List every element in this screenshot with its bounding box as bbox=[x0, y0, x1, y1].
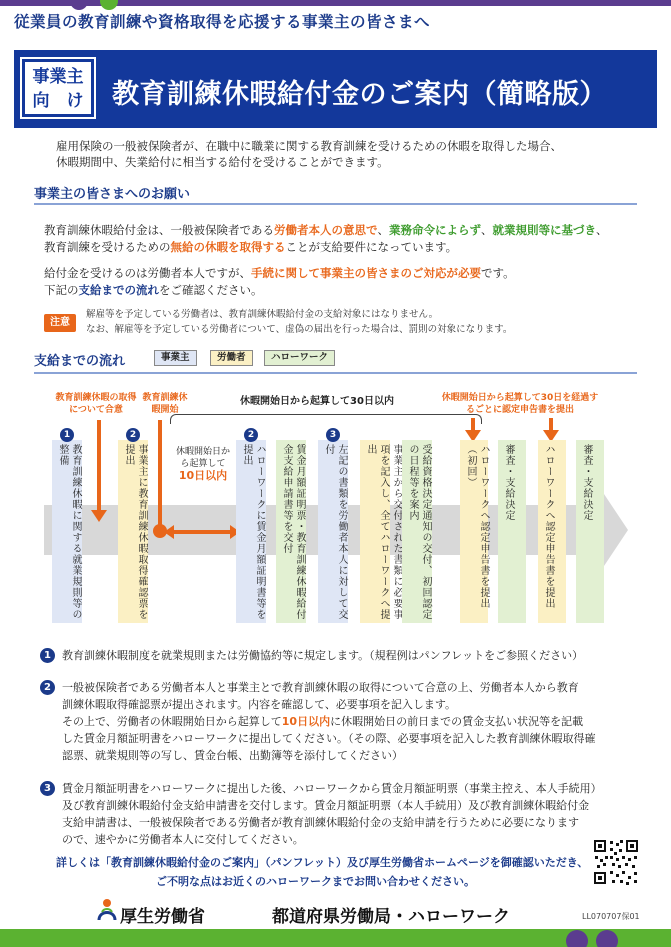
flow-step-text: 審査・支給決定 bbox=[503, 444, 514, 521]
text: 下記の bbox=[44, 283, 79, 297]
ten-day-arrow bbox=[168, 530, 234, 534]
section-divider bbox=[34, 203, 637, 205]
highlight: 業務命令によらず bbox=[389, 223, 481, 237]
detail-line: 支給申請書は、一般被保険者である労働者が教育訓練休暇給付金の支給申請を行うために必要になります bbox=[62, 816, 579, 829]
flow-step-text: 審査・支給決定 bbox=[581, 444, 592, 521]
legend-employer: 事業主 bbox=[154, 350, 197, 366]
section-divider bbox=[34, 372, 637, 374]
request-paragraph-1 bbox=[44, 222, 634, 256]
text: 給付金を受けるのは労働者本人ですが、 bbox=[44, 266, 251, 280]
text: に休暇開始日の前日までの賃金支払い状況等を記載 bbox=[330, 715, 584, 728]
text: その上で、労働者の休暇開始日から起算して bbox=[62, 715, 282, 728]
detail-line: 一般被保険者である労働者本人と事業主とで教育訓練休暇の取得について合意の上、労働者本人から教育 bbox=[62, 681, 579, 694]
text: ことが支給要件になっています。 bbox=[285, 240, 458, 254]
audience-tag-line1: 事業主 bbox=[32, 67, 84, 87]
highlight: 10日以内 bbox=[281, 715, 331, 728]
request-heading: 事業主の皆さまへのお願い bbox=[34, 187, 191, 202]
title-banner bbox=[14, 50, 657, 128]
detail-number: 2 bbox=[40, 680, 55, 695]
arrow-line bbox=[158, 420, 162, 526]
audience-tag bbox=[22, 59, 94, 117]
document-code: LL070707保01 bbox=[582, 912, 640, 921]
decorative-dot bbox=[100, 0, 118, 10]
ministry-name: 厚生労働省 bbox=[120, 907, 205, 927]
page-title: 教育訓練休暇給付金のご案内（簡略版） bbox=[112, 79, 607, 110]
detail-item-1: 教育訓練休暇制度を就業規則または労働協約等に規定します。（規程例はパンフレットをご参照ください） bbox=[62, 649, 584, 662]
page-subtitle: 従業員の教育訓練や資格取得を応援する事業主の皆さまへ bbox=[14, 13, 431, 31]
step-number: 2 bbox=[244, 428, 258, 442]
text: 、 bbox=[377, 223, 389, 237]
contact-line: 詳しくは「教育訓練休暇給付金のご案内」（パンフレット）及び厚生労働省ホームページを御確認いただき、 bbox=[56, 856, 589, 869]
decorative-dot bbox=[596, 930, 618, 947]
qr-code-icon[interactable] bbox=[592, 838, 640, 886]
arrow-line bbox=[549, 418, 553, 432]
text: 、 bbox=[481, 223, 493, 237]
flow-step-text: 受給資格決定通知の交付、初回認定の日程等を案内 bbox=[407, 444, 431, 620]
detail-line: 訓練休暇取得確認票が提出されます。内容を確認して、必要事項を記入します。 bbox=[62, 698, 457, 711]
step-number: 3 bbox=[326, 428, 340, 442]
audience-tag-line2: 向 け bbox=[32, 91, 84, 111]
flow-step-text: 事業主から交付された書類に必要事項を記入し、全てハローワークへ提出 bbox=[365, 444, 402, 620]
decorative-dot bbox=[566, 930, 588, 947]
text: 教育訓練休暇給付金は、一般被保険者である bbox=[44, 223, 274, 237]
detail-line: 賃金月額証明書をハローワークに提出した後、ハローワークから賃金月額証明票（事業主控え、本人手続用） bbox=[62, 782, 602, 795]
intro-line: 休暇期間中、失業給付に相当する給付を受けることができます。 bbox=[56, 155, 389, 169]
detail-line: した賃金月額証明書をハローワークに提出してください。（その際、必要事項を記入した教育訓練休暇取得確 bbox=[62, 732, 596, 745]
step-number: 2 bbox=[126, 428, 140, 442]
contact-line: ご不明な点はお近くのハローワークまでお問い合わせください。 bbox=[156, 875, 475, 888]
label-leave-start: 教育訓練休暇開始 bbox=[142, 393, 188, 415]
text: です。 bbox=[481, 266, 515, 280]
text: 教育訓練を受けるための bbox=[44, 240, 171, 254]
flow-step-text: 左記の書類を労働者本人に対して交付 bbox=[323, 444, 347, 620]
arrow-tip bbox=[91, 510, 107, 522]
highlight: 就業規則等に基づき bbox=[492, 223, 596, 237]
ten-day-highlight: 10日以内 bbox=[178, 469, 228, 482]
flow-arrow-head bbox=[604, 494, 628, 566]
decorative-dot bbox=[70, 0, 88, 10]
flow-step-text: ハローワークへ認定申告書を提出（初回） bbox=[465, 444, 489, 609]
detail-item-3 bbox=[62, 780, 640, 848]
label-within-30-days: 休暇開始日から起算して30日以内 bbox=[240, 396, 394, 407]
flow-step-text: 教育訓練休暇に関する就業規則等の整備 bbox=[57, 444, 81, 620]
highlight: 労働者本人の意思で bbox=[274, 223, 378, 237]
legend-hellowork: ハローワーク bbox=[264, 350, 335, 366]
flow-step-text: ハローワークへ認定申告書を提出 bbox=[543, 444, 554, 609]
ten-day-arrow-tip bbox=[164, 525, 174, 539]
caution-line: 解雇等を予定している労働者は、教育訓練休暇給付金の支給対象にはなりません。 bbox=[86, 309, 439, 320]
detail-line: 及び教育訓練休暇給付金支給申請書を交付します。賃金月額証明票（本人手続用）及び教育訓練休暇給付金 bbox=[62, 799, 590, 812]
detail-number: 3 bbox=[40, 781, 55, 796]
caution-badge: 注意 bbox=[44, 314, 76, 332]
local-office-name: 都道府県労働局・ハローワーク bbox=[272, 907, 510, 927]
caution-line: なお、解雇等を予定している労働者について、虚偽の届出を行った場合は、罰則の対象になります。 bbox=[86, 324, 513, 335]
highlight: 手続に関して事業主の皆さまのご対応が必要 bbox=[251, 266, 481, 280]
ministry-logo-icon bbox=[96, 898, 118, 922]
contact-info bbox=[56, 853, 596, 891]
detail-number: 1 bbox=[40, 648, 55, 663]
detail-item-2 bbox=[62, 679, 640, 764]
text: 、 bbox=[596, 223, 608, 237]
step-number: 1 bbox=[60, 428, 74, 442]
highlight: 無給の休暇を取得する bbox=[170, 240, 286, 254]
arrow-line bbox=[97, 420, 101, 512]
text: をご確認ください。 bbox=[159, 283, 263, 297]
flow-step-text: 賃金月額証明票・教育訓練休暇給付金支給申請書等を交付 bbox=[281, 444, 305, 620]
flow-step-text: 事業主に教育訓練休暇取得確認票を提出 bbox=[123, 444, 147, 620]
caution-text bbox=[86, 307, 626, 337]
arrow-line bbox=[471, 418, 475, 432]
detail-line: ので、速やかに労働者本人に交付してください。 bbox=[62, 833, 304, 846]
flow-heading: 支給までの流れ bbox=[34, 354, 126, 369]
intro-text bbox=[56, 138, 616, 170]
label-agree: 教育訓練休暇の取得について合意 bbox=[55, 393, 137, 415]
ten-day-note bbox=[172, 446, 234, 482]
ten-day-text: 休暇開始日から起算して bbox=[175, 447, 230, 469]
detail-line: 認票、就業規則等の写し、賃金台帳、出勤簿等を添付してください） bbox=[62, 749, 403, 762]
label-every-30-days: 休暇開始日から起算して30日を経過するごとに認定申告書を提出 bbox=[441, 393, 599, 415]
highlight: 支給までの流れ bbox=[78, 283, 159, 297]
flow-step-text: ハローワークに賃金月額証明書等を提出 bbox=[241, 444, 265, 620]
period-bracket bbox=[170, 414, 482, 424]
legend-worker: 労働者 bbox=[210, 350, 253, 366]
request-paragraph-2 bbox=[44, 265, 634, 299]
intro-line: 雇用保険の一般被保険者が、在職中に職業に関する教育訓練を受けるための休暇を取得した場合、 bbox=[56, 139, 562, 153]
